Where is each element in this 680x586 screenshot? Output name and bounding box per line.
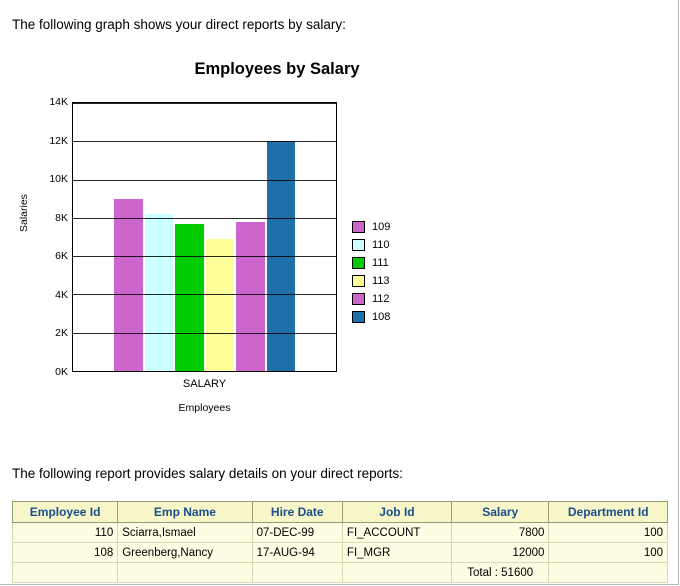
ytick-2k: 2K bbox=[55, 327, 68, 340]
chart-y-axis bbox=[28, 96, 68, 378]
legend-item-112 bbox=[352, 292, 390, 305]
bar-109 bbox=[114, 199, 143, 371]
total-spacer bbox=[549, 563, 668, 583]
column-header-emp-name[interactable]: Emp Name bbox=[118, 502, 252, 523]
legend-label-112: 112 bbox=[372, 292, 390, 305]
legend-swatch-icon bbox=[352, 293, 365, 305]
ytick-4k: 4K bbox=[55, 288, 68, 301]
total-spacer bbox=[118, 563, 252, 583]
legend-swatch-icon bbox=[352, 275, 365, 287]
cell-employee-id: 110 bbox=[13, 523, 118, 543]
chart-legend bbox=[352, 220, 390, 328]
legend-label-108: 108 bbox=[372, 310, 391, 323]
column-header-job-id[interactable]: Job Id bbox=[342, 502, 451, 523]
table-header-row bbox=[13, 502, 668, 523]
cell-department-id: 100 bbox=[549, 523, 668, 543]
legend-item-113 bbox=[352, 274, 390, 287]
cell-salary: 12000 bbox=[452, 543, 549, 563]
legend-item-108 bbox=[352, 310, 390, 323]
gridline-12k bbox=[73, 141, 336, 142]
table-row bbox=[13, 543, 668, 563]
gridline-2k bbox=[73, 333, 336, 334]
cell-hire-date: 17-AUG-94 bbox=[252, 543, 342, 563]
cell-salary: 7800 bbox=[452, 523, 549, 543]
cell-emp-name: Greenberg,Nancy bbox=[118, 543, 252, 563]
total-spacer bbox=[252, 563, 342, 583]
legend-swatch-icon bbox=[352, 311, 365, 323]
total-spacer bbox=[342, 563, 451, 583]
total-spacer bbox=[13, 563, 118, 583]
cell-emp-name: Sciarra,Ismael bbox=[118, 523, 252, 543]
chart-title: Employees by Salary bbox=[194, 60, 360, 78]
intro-text: The following graph shows your direct reports by salary: bbox=[12, 17, 346, 32]
gridline-4k bbox=[73, 294, 336, 295]
cell-job-id: FI_MGR bbox=[342, 543, 451, 563]
legend-label-113: 113 bbox=[372, 274, 390, 287]
ytick-8k: 8K bbox=[55, 211, 68, 224]
legend-label-111: 111 bbox=[372, 256, 389, 269]
column-header-hire-date[interactable]: Hire Date bbox=[252, 502, 342, 523]
bar-110 bbox=[145, 214, 174, 371]
legend-label-109: 109 bbox=[372, 220, 391, 233]
legend-swatch-icon bbox=[352, 257, 365, 269]
cell-employee-id: 108 bbox=[13, 543, 118, 563]
table-total-row bbox=[13, 563, 668, 583]
ytick-12k: 12K bbox=[49, 134, 68, 147]
chart-x-tick-salary: SALARY bbox=[182, 378, 227, 390]
column-header-employee-id[interactable]: Employee Id bbox=[13, 502, 118, 523]
chart-plot-area bbox=[72, 102, 337, 372]
legend-item-111 bbox=[352, 256, 390, 269]
gridline-14k bbox=[73, 103, 336, 104]
gridline-8k bbox=[73, 218, 336, 219]
legend-item-109 bbox=[352, 220, 390, 233]
legend-item-110 bbox=[352, 238, 390, 251]
ytick-10k: 10K bbox=[49, 173, 68, 186]
legend-swatch-icon bbox=[352, 239, 365, 251]
column-header-department-id[interactable]: Department Id bbox=[549, 502, 668, 523]
ytick-14k: 14K bbox=[49, 96, 68, 108]
cell-department-id: 100 bbox=[549, 543, 668, 563]
gridline-6k bbox=[73, 256, 336, 257]
bar-113 bbox=[206, 239, 235, 371]
salary-chart bbox=[0, 42, 680, 432]
report-text: The following report provides salary details on your direct reports: bbox=[12, 466, 403, 481]
bar-111 bbox=[175, 224, 204, 371]
column-header-salary[interactable]: Salary bbox=[452, 502, 549, 523]
ytick-6k: 6K bbox=[55, 250, 68, 263]
cell-job-id: FI_ACCOUNT bbox=[342, 523, 451, 543]
legend-label-110: 110 bbox=[372, 238, 390, 251]
bar-112 bbox=[236, 222, 265, 371]
table-row bbox=[13, 523, 668, 543]
chart-bars bbox=[73, 103, 336, 371]
salary-report-table bbox=[12, 501, 668, 583]
cell-hire-date: 07-DEC-99 bbox=[252, 523, 342, 543]
chart-x-axis-label: Employees bbox=[178, 402, 231, 414]
legend-swatch-icon bbox=[352, 221, 365, 233]
chart-y-axis-label: Salaries bbox=[18, 194, 30, 232]
ytick-0k: 0K bbox=[55, 366, 68, 378]
gridline-10k bbox=[73, 180, 336, 181]
total-value: Total : 51600 bbox=[452, 563, 549, 583]
